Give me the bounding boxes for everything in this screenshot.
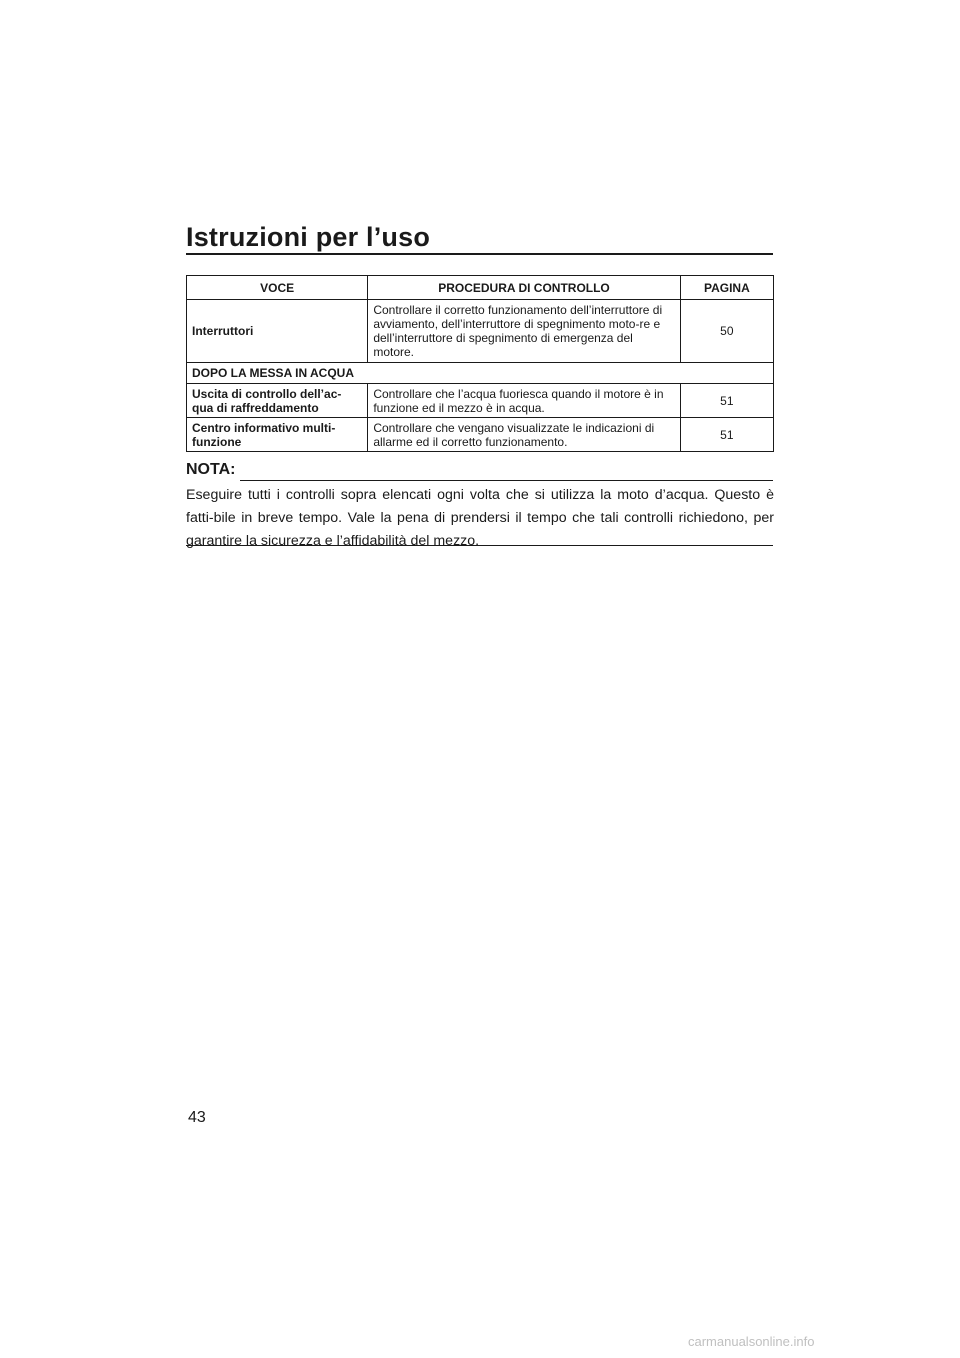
row-voce: Uscita di controllo dell’ac-qua di raffreddamento — [187, 384, 368, 418]
table-row — [187, 384, 774, 418]
table-row — [187, 418, 774, 452]
page-number: 43 — [188, 1109, 206, 1126]
table-row — [187, 300, 774, 363]
row-procedura: Controllare il corretto funzionamento dell’interruttore di avviamento, dell’interruttore di spegnimento moto-re e dell’interruttore di spegnimento di emergenza del motore. — [368, 300, 680, 363]
table-section-row — [187, 363, 774, 384]
row-pagina: 51 — [680, 418, 773, 452]
nota-divider-bottom — [186, 545, 773, 546]
inspection-table — [186, 275, 774, 452]
nota-label: NOTA: — [186, 461, 236, 478]
page-title: Istruzioni per l’uso — [186, 222, 431, 252]
title-divider — [186, 253, 773, 255]
nota-text: Eseguire tutti i controlli sopra elencati ogni volta che si utilizza la moto d’acqua. Questo è fatti-bile in breve tempo. Vale la pena di prendersi il tempo che tali controlli richiedono, per garantire la sicurezza e l’affidabilità del mezzo. — [186, 487, 774, 549]
row-procedura: Controllare che vengano visualizzate le indicazioni di allarme ed il corretto funzionamento. — [368, 418, 680, 452]
row-pagina: 51 — [680, 384, 773, 418]
column-header-procedura: PROCEDURA DI CONTROLLO — [368, 276, 680, 300]
column-header-voce: VOCE — [187, 276, 368, 300]
row-voce: Interruttori — [187, 300, 368, 363]
nota-divider-top — [240, 480, 773, 481]
watermark: carmanualsonline.info — [688, 1334, 815, 1349]
row-voce: Centro informativo multi-funzione — [187, 418, 368, 452]
section-label: DOPO LA MESSA IN ACQUA — [187, 363, 774, 384]
table-header-row — [187, 276, 774, 300]
row-pagina: 50 — [680, 300, 773, 363]
column-header-pagina: PAGINA — [680, 276, 773, 300]
row-procedura: Controllare che l’acqua fuoriesca quando il motore è in funzione ed il mezzo è in acqua. — [368, 384, 680, 418]
